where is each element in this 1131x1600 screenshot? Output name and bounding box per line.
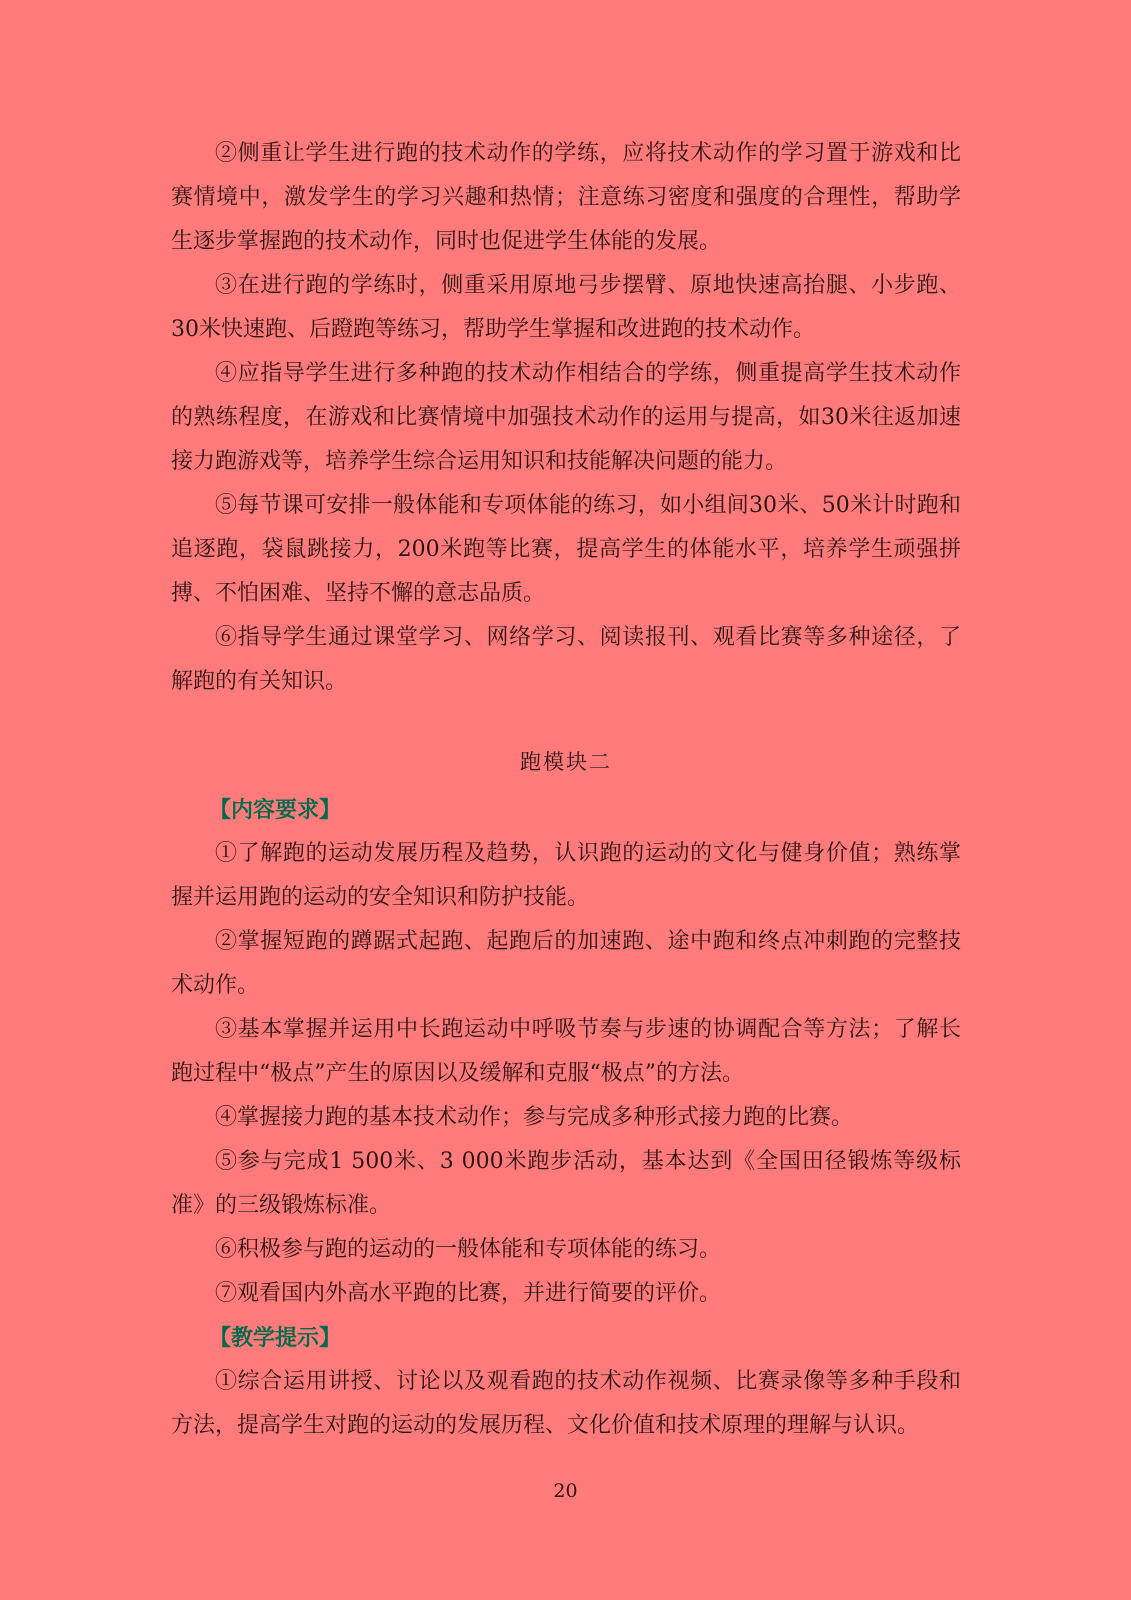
requirement-item: ①了解跑的运动发展历程及趋势，认识跑的运动的文化与健身价值；熟练掌握并运用跑的运动的安全知识和防护技能。	[171, 841, 961, 910]
requirement-item: ⑦观看国内外高水平跑的比赛，并进行简要的评价。	[215, 1281, 722, 1306]
paragraph: ⑥指导学生通过课堂学习、网络学习、阅读报刊、观看比赛等多种途径，了解跑的有关知识。	[171, 625, 961, 694]
teaching-tip-item: ①综合运用讲授、讨论以及观看跑的技术动作视频、比赛录像等多种手段和方法，提高学生对跑的运动的发展历程、文化价值和技术原理的理解与认识。	[171, 1369, 961, 1438]
requirement-item: ②掌握短跑的蹲踞式起跑、起跑后的加速跑、途中跑和终点冲刺跑的完整技术动作。	[171, 929, 961, 998]
page-body	[171, 132, 961, 1448]
paragraph: ③在进行跑的学练时，侧重采用原地弓步摆臂、原地快速高抬腿、小步跑、30米快速跑、后蹬跑等练习，帮助学生掌握和改进跑的技术动作。	[171, 273, 961, 342]
paragraph: ②侧重让学生进行跑的技术动作的学练，应将技术动作的学习置于游戏和比赛情境中，激发学生的学习兴趣和热情；注意练习密度和强度的合理性，帮助学生逐步掌握跑的技术动作，同时也促进学生体能的发展。	[171, 141, 961, 254]
requirement-item: ④掌握接力跑的基本技术动作；参与完成多种形式接力跑的比赛。	[215, 1105, 854, 1130]
page-number: 20	[553, 1480, 578, 1502]
paragraph: ④应指导学生进行多种跑的技术动作相结合的学练，侧重提高学生技术动作的熟练程度，在游戏和比赛情境中加强技术动作的运用与提高，如30米往返加速接力跑游戏等，培养学生综合运用知识和技能解决问题的能力。	[171, 361, 961, 474]
requirement-item: ⑥积极参与跑的运动的一般体能和专项体能的练习。	[215, 1237, 722, 1262]
paragraph: ⑤每节课可安排一般体能和专项体能的练习，如小组间30米、50米计时跑和追逐跑，袋鼠跳接力，200米跑等比赛，提高学生的体能水平，培养学生顽强拼搏、不怕困难、坚持不懈的意志品质。	[171, 493, 961, 606]
section-title: 跑模块二	[520, 750, 612, 774]
requirement-item: ③基本掌握并运用中长跑运动中呼吸节奏与步速的协调配合等方法；了解长跑过程中“极点”产生的原因以及缓解和克服“极点”的方法。	[171, 1017, 961, 1086]
requirement-item: ⑤参与完成1 500米、3 000米跑步活动，基本达到《全国田径锻炼等级标准》的三级锻炼标准。	[171, 1149, 961, 1218]
content-requirements-heading: 【内容要求】	[209, 797, 342, 823]
teaching-tips-heading: 【教学提示】	[209, 1325, 342, 1351]
